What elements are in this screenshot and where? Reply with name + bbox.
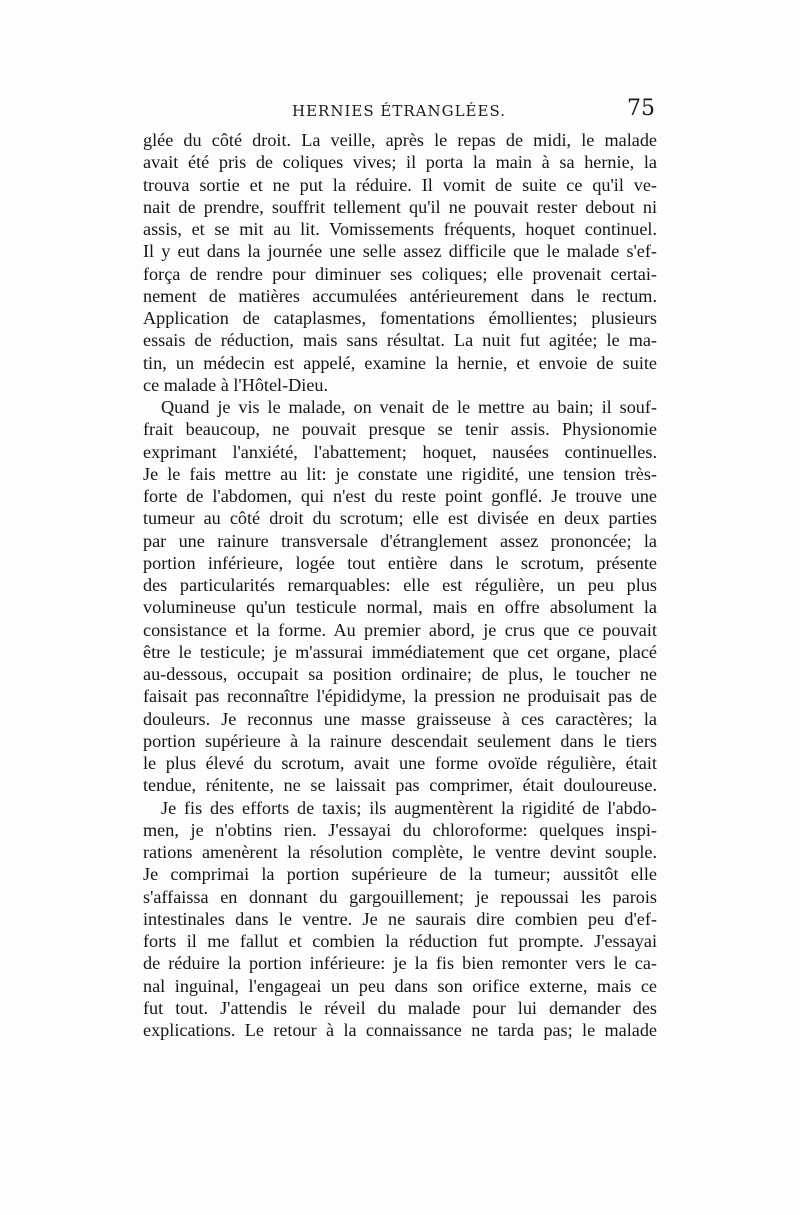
text-line: tumeur au côté droit du scrotum; elle est divisée en deux parties bbox=[143, 508, 657, 529]
text-line: men, je n'obtins rien. J'essayai du chloroforme: quelques inspi- bbox=[143, 819, 657, 840]
text-line: volumineuse qu'un testicule normal, mais en offre absolument la bbox=[143, 597, 657, 618]
text-line: être le testicule; je m'assurai immédiatement que cet organe, placé bbox=[143, 641, 657, 662]
text-line: le plus élevé du scrotum, avait une forme ovoïde régulière, était bbox=[143, 753, 657, 773]
text-line: de réduire la portion inférieure: je la fis bien remonter vers le ca- bbox=[143, 953, 657, 974]
text-line: au-dessous, occupait sa position ordinaire; de plus, le toucher ne bbox=[143, 664, 657, 684]
text-line: glée du côté droit. La veille, après le repas de midi, le malade bbox=[143, 130, 657, 150]
text-line: Il y eut dans la journée une selle assez difficile que le malade s'ef- bbox=[143, 241, 657, 262]
text-line: tendue, rénitente, ne se laissait pas comprimer, était douloureuse. bbox=[143, 775, 657, 796]
text-line: trouva sortie et ne put la réduire. Il vomit de suite ce qu'il ve- bbox=[143, 174, 657, 195]
text-line: douleurs. Je reconnus une masse graisseuse à ces caractères; la bbox=[143, 708, 657, 729]
text-line: intestinales dans le ventre. Je ne saurais dire combien peu d'ef- bbox=[143, 908, 657, 929]
text-line: avait été pris de coliques vives; il porta la main à sa hernie, la bbox=[143, 152, 657, 173]
text-line: tin, un médecin est appelé, examine la hernie, et envoie de suite bbox=[143, 352, 657, 373]
text-line: Application de cataplasmes, fomentations émollientes; plusieurs bbox=[143, 308, 657, 328]
body-text bbox=[143, 129, 657, 1041]
text-line: rations amenèrent la résolution complète, le ventre devint souple. bbox=[143, 842, 657, 862]
text-line: força de rendre pour diminuer ses coliques; elle provenait certai- bbox=[143, 263, 657, 284]
text-line: Quand je vis le malade, on venait de le mettre au bain; il souf- bbox=[161, 397, 657, 417]
text-line: des particularités remarquables: elle est régulière, un peu plus bbox=[143, 575, 657, 595]
text-line: exprimant l'anxiété, l'abattement; hoquet, nausées continuelles. bbox=[143, 441, 657, 462]
text-line: Je comprimai la portion supérieure de la tumeur; aussitôt elle bbox=[143, 864, 657, 885]
text-line: consistance et la forme. Au premier abord, je crus que ce pouvait bbox=[143, 619, 657, 640]
text-line: Je fis des efforts de taxis; ils augmentèrent la rigidité de l'abdo- bbox=[161, 797, 657, 818]
text-line: par une rainure transversale d'étranglement assez prononcée; la bbox=[143, 530, 657, 551]
text-line: faisait pas reconnaître l'épididyme, la pression ne produisait pas de bbox=[143, 686, 657, 707]
text-line: ce malade à l'Hôtel-Dieu. bbox=[143, 374, 329, 395]
text-line: assis, et se mit au lit. Vomissements fréquents, hoquet continuel. bbox=[143, 219, 657, 239]
text-line: nal inguinal, l'engageai un peu dans son orifice externe, mais ce bbox=[143, 975, 657, 996]
text-line: nement de matières accumulées antérieurement dans le rectum. bbox=[143, 285, 657, 306]
text-line: forte de l'abdomen, qui n'est du reste point gonflé. Je trouve une bbox=[143, 486, 657, 506]
page-number: 75 bbox=[627, 96, 655, 121]
text-line: explications. Le retour à la connaissance ne tarda pas; le malade bbox=[143, 1020, 657, 1040]
text-line: essais de réduction, mais sans résultat. La nuit fut agitée; le ma- bbox=[143, 330, 657, 351]
text-line: frait beaucoup, ne pouvait presque se tenir assis. Physionomie bbox=[143, 419, 657, 440]
text-line: portion supérieure à la rainure descendait seulement dans le tiers bbox=[143, 730, 657, 751]
text-line: Je le fais mettre au lit: je constate une rigidité, une tension très- bbox=[143, 463, 657, 484]
text-line: forts il me fallut et combien la réduction fut prompte. J'essayai bbox=[143, 931, 657, 951]
text-line: portion inférieure, logée tout entière dans le scrotum, présente bbox=[143, 552, 657, 573]
text-line: nait de prendre, souffrit tellement qu'il ne pouvait rester debout ni bbox=[143, 196, 657, 217]
text-line: fut tout. J'attendis le réveil du malade pour lui demander des bbox=[143, 997, 657, 1018]
text-line: s'affaissa en donnant du gargouillement; je repoussai les parois bbox=[143, 886, 657, 907]
running-head bbox=[143, 96, 655, 126]
running-title: HERNIES ÉTRANGLÉES. bbox=[292, 102, 506, 120]
